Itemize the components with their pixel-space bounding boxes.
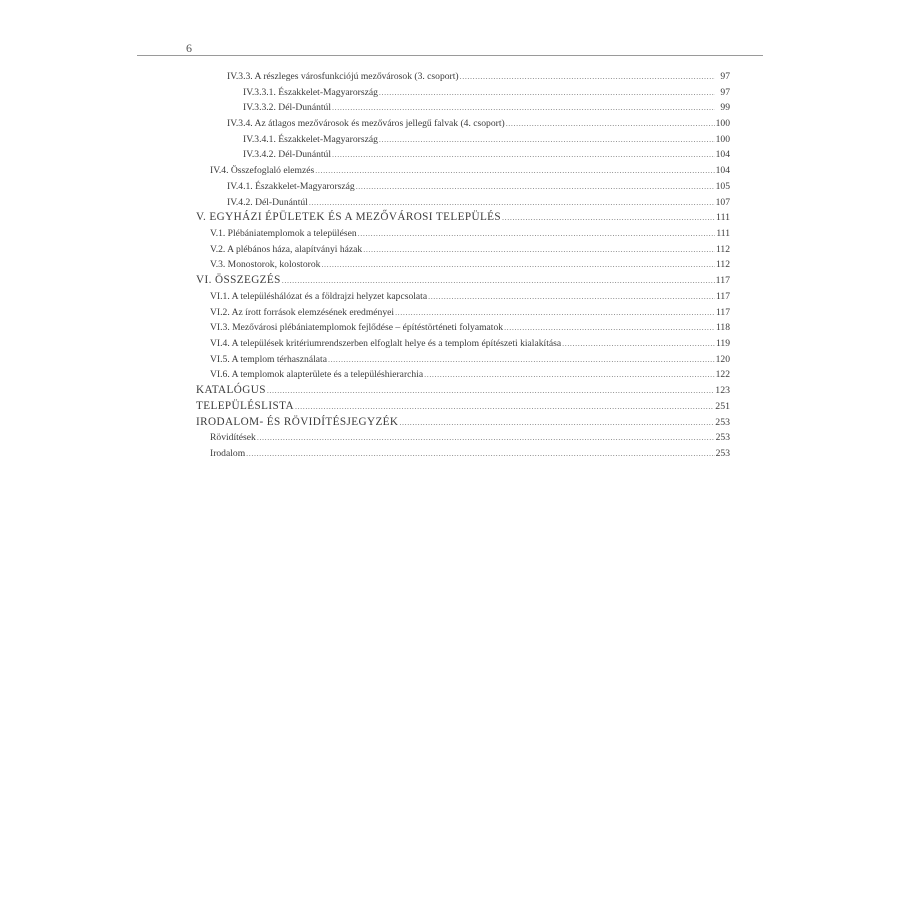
toc-entry-page: 122 bbox=[715, 369, 730, 381]
toc-entry-page: 97 bbox=[720, 71, 730, 82]
toc-entry-page: 97 bbox=[720, 86, 730, 98]
toc-entry bbox=[196, 446, 730, 462]
toc-entry bbox=[196, 273, 730, 289]
toc-entry bbox=[196, 320, 730, 336]
toc-leader-dots bbox=[315, 163, 714, 179]
toc-entry-page: 117 bbox=[715, 275, 730, 287]
toc-entry-page: 111 bbox=[716, 227, 730, 239]
toc-entry-label: IV.3.3.2. Dél-Dunántúl bbox=[243, 102, 332, 114]
toc-entry-page: 123 bbox=[715, 384, 730, 396]
toc-entry-page: 120 bbox=[715, 353, 730, 365]
page-number: 6 bbox=[186, 41, 192, 55]
toc-leader-dots bbox=[267, 383, 714, 399]
toc-entry-label: IV.3.3. A részleges városfunkciójú mezővárosok (3. csoport) bbox=[227, 71, 459, 82]
toc-entry-label: V. EGYHÁZI ÉPÜLETEK ÉS A MEZŐVÁROSI TELEPÜLÉS bbox=[196, 211, 502, 224]
toc-leader-dots bbox=[295, 399, 714, 415]
toc-entry-page: 119 bbox=[715, 337, 730, 349]
toc-entry-page: 99 bbox=[720, 102, 730, 114]
toc-entry-label: Irodalom bbox=[210, 448, 246, 460]
toc-leader-dots bbox=[379, 85, 715, 101]
toc-entry bbox=[196, 430, 730, 446]
toc-leader-dots bbox=[502, 210, 715, 226]
toc-leader-dots bbox=[363, 242, 715, 258]
toc-entry bbox=[196, 210, 730, 226]
toc-entry-page: 117 bbox=[715, 306, 730, 318]
table-of-contents bbox=[196, 69, 730, 462]
toc-entry-page: 253 bbox=[715, 416, 730, 428]
toc-entry-page: 253 bbox=[715, 432, 730, 444]
toc-entry bbox=[196, 69, 730, 85]
toc-entry bbox=[196, 242, 730, 258]
toc-entry bbox=[196, 415, 730, 431]
toc-entry bbox=[196, 352, 730, 368]
toc-leader-dots bbox=[399, 415, 714, 431]
toc-entry-label: VI. ÖSSZEGZÉS bbox=[196, 274, 281, 287]
toc-leader-dots bbox=[321, 257, 715, 273]
header-rule bbox=[137, 55, 763, 56]
toc-entry-page: 111 bbox=[716, 212, 730, 224]
toc-entry-label: IV.3.4. Az átlagos mezővárosok és mezőváros jellegű falvak (4. csoport) bbox=[227, 118, 505, 130]
toc-entry-label: IRODALOM- ÉS RÖVIDÍTÉSJEGYZÉK bbox=[196, 415, 399, 428]
toc-entry-label: IV.3.4.2. Dél-Dunántúl bbox=[243, 149, 332, 161]
toc-entry bbox=[196, 132, 730, 148]
toc-entry-label: V.3. Monostorok, kolostorok bbox=[210, 259, 321, 271]
toc-entry-label: VI.3. Mezővárosi plébániatemplomok fejlődése – építéstörténeti folyamatok bbox=[210, 322, 504, 334]
toc-entry-page: 253 bbox=[715, 448, 730, 460]
toc-entry-label: VI.4. A települések kritériumrendszerben elfoglalt helye és a templom építészeti kialakítása bbox=[210, 337, 562, 349]
toc-entry-page: 100 bbox=[715, 133, 730, 145]
toc-leader-dots bbox=[282, 273, 715, 289]
toc-entry-label: IV.3.4.1. Északkelet-Magyarország bbox=[243, 133, 378, 145]
toc-leader-dots bbox=[460, 69, 715, 85]
toc-entry-page: 107 bbox=[715, 196, 730, 208]
toc-leader-dots bbox=[424, 367, 714, 383]
toc-entry bbox=[196, 383, 730, 399]
toc-leader-dots bbox=[395, 305, 715, 321]
toc-leader-dots bbox=[506, 116, 715, 132]
toc-entry-page: 251 bbox=[715, 400, 730, 412]
toc-entry-label: IV.3.3.1. Északkelet-Magyarország bbox=[243, 86, 378, 98]
toc-entry bbox=[196, 85, 730, 101]
toc-leader-dots bbox=[379, 132, 715, 148]
toc-entry-label: V.1. Plébániatemplomok a településen bbox=[210, 227, 357, 239]
toc-entry bbox=[196, 195, 730, 211]
toc-entry-label: VI.5. A templom térhasználata bbox=[210, 353, 327, 365]
toc-leader-dots bbox=[332, 147, 715, 163]
toc-entry-label: VI.1. A településhálózat és a földrajzi helyzet kapcsolata bbox=[210, 290, 428, 302]
toc-entry-label: IV.4.1. Északkelet-Magyarország bbox=[227, 180, 355, 192]
toc-entry-label: V.2. A plébános háza, alapítványi házak bbox=[210, 243, 363, 255]
toc-leader-dots bbox=[332, 100, 715, 116]
toc-leader-dots bbox=[309, 195, 715, 211]
toc-entry-label: IV.4. Összefoglaló elemzés bbox=[210, 165, 315, 177]
toc-entry bbox=[196, 399, 730, 415]
toc-entry-page: 117 bbox=[715, 290, 730, 302]
toc-entry-label: TELEPÜLÉSLISTA bbox=[196, 399, 294, 412]
toc-entry bbox=[196, 257, 730, 273]
toc-entry bbox=[196, 163, 730, 179]
toc-entry-page: 118 bbox=[715, 322, 730, 334]
toc-leader-dots bbox=[257, 430, 715, 446]
toc-leader-dots bbox=[562, 336, 715, 352]
toc-entry bbox=[196, 100, 730, 116]
toc-entry-label: VI.6. A templomok alapterülete és a településhierarchia bbox=[210, 369, 424, 381]
toc-entry-label: KATALÓGUS bbox=[196, 383, 266, 396]
toc-entry-label: IV.4.2. Dél-Dunántúl bbox=[227, 196, 308, 208]
toc-entry-page: 104 bbox=[715, 165, 730, 177]
toc-entry bbox=[196, 226, 730, 242]
toc-entry bbox=[196, 367, 730, 383]
toc-leader-dots bbox=[356, 179, 715, 195]
toc-leader-dots bbox=[428, 289, 715, 305]
toc-entry bbox=[196, 305, 730, 321]
toc-entry bbox=[196, 179, 730, 195]
toc-entry-page: 105 bbox=[715, 180, 730, 192]
toc-entry-label: Rövidítések bbox=[210, 432, 256, 444]
toc-entry bbox=[196, 116, 730, 132]
toc-leader-dots bbox=[358, 226, 715, 242]
toc-entry bbox=[196, 147, 730, 163]
toc-leader-dots bbox=[504, 320, 715, 336]
toc-entry-label: VI.2. Az írott források elemzésének eredményei bbox=[210, 306, 395, 318]
toc-entry-page: 104 bbox=[715, 149, 730, 161]
toc-entry-page: 100 bbox=[715, 118, 730, 130]
toc-entry-page: 112 bbox=[715, 259, 730, 271]
toc-entry-page: 112 bbox=[715, 243, 730, 255]
toc-entry bbox=[196, 289, 730, 305]
toc-leader-dots bbox=[246, 446, 714, 462]
toc-leader-dots bbox=[328, 352, 715, 368]
toc-entry bbox=[196, 336, 730, 352]
